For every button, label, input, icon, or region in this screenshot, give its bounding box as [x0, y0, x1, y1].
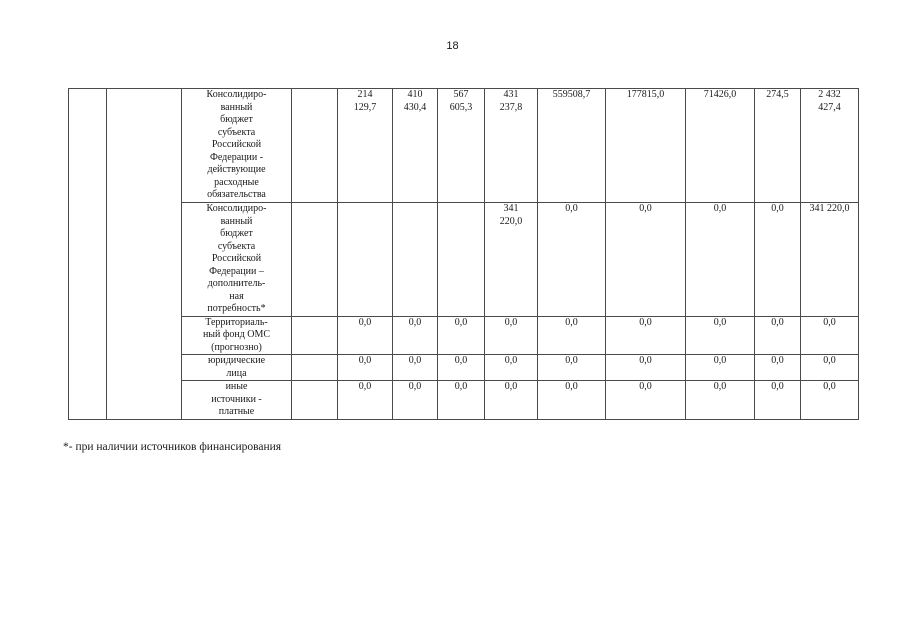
value-cell — [338, 89, 393, 203]
value-cell — [438, 203, 485, 317]
cell-value: 567 605,3 — [449, 89, 473, 113]
table-row — [69, 203, 859, 317]
funding-source-label: Консолидиро- ванный бюджет субъекта Российской Федерации – дополнитель- ная потребность* — [206, 203, 267, 314]
cell-value: 0,0 — [639, 316, 652, 328]
value-cell — [338, 381, 393, 420]
value-cell — [755, 316, 801, 355]
blank-cell — [292, 89, 338, 203]
cell-value: 0,0 — [504, 381, 518, 392]
cell-value: 0,0 — [565, 316, 578, 328]
value-cell — [485, 203, 538, 317]
value-cell — [686, 381, 755, 420]
value-cell — [755, 355, 801, 381]
cell-value: 0,0 — [565, 355, 578, 366]
financing-table — [68, 88, 859, 420]
cell-value: 0,0 — [454, 355, 468, 366]
cell-value: 0,0 — [565, 203, 578, 214]
value-cell — [393, 381, 438, 420]
value-cell — [393, 203, 438, 317]
cell-value: 0,0 — [358, 355, 372, 366]
cell-value: 0,0 — [639, 203, 652, 214]
page-number: 18 — [446, 40, 459, 52]
value-cell — [606, 89, 686, 203]
blank-cell — [292, 203, 338, 317]
value-cell — [606, 203, 686, 317]
value-cell — [538, 355, 606, 381]
blank-cell — [107, 89, 182, 420]
funding-source-cell — [182, 203, 292, 317]
cell-value: 0,0 — [504, 316, 518, 328]
table-row — [69, 89, 859, 203]
cell-value: 341 220,0 — [499, 203, 523, 227]
blank-cell — [292, 316, 338, 355]
cell-value: 410 430,4 — [403, 89, 427, 113]
blank-cell — [292, 381, 338, 420]
value-cell — [755, 203, 801, 317]
cell-value: 0,0 — [504, 355, 518, 366]
cell-value: 0,0 — [639, 381, 652, 392]
table-row — [69, 381, 859, 420]
cell-value: 559508,7 — [552, 89, 591, 100]
cell-value: 0,0 — [823, 316, 836, 328]
cell-value: 0,0 — [565, 381, 578, 392]
value-cell — [538, 203, 606, 317]
cell-value: 0,0 — [771, 355, 784, 366]
table-row — [69, 316, 859, 355]
cell-value: 0,0 — [454, 316, 468, 328]
value-cell — [686, 316, 755, 355]
value-cell — [686, 89, 755, 203]
value-cell — [606, 355, 686, 381]
value-cell — [485, 316, 538, 355]
value-cell — [801, 316, 859, 355]
value-cell — [393, 316, 438, 355]
funding-source-label: Консолидиро- ванный бюджет субъекта Российской Федерации - действующие расходные обязательства — [206, 89, 267, 200]
cell-value: 431 237,8 — [499, 89, 523, 113]
value-cell — [801, 381, 859, 420]
funding-source-cell — [182, 89, 292, 203]
value-cell — [801, 355, 859, 381]
blank-cell — [69, 89, 107, 420]
value-cell — [485, 89, 538, 203]
value-cell — [438, 381, 485, 420]
cell-value: 0,0 — [454, 381, 468, 392]
cell-value: 0,0 — [713, 203, 727, 214]
cell-value: 0,0 — [639, 355, 652, 366]
value-cell — [606, 381, 686, 420]
value-cell — [755, 89, 801, 203]
value-cell — [538, 381, 606, 420]
funding-source-label: иные источники - платные — [211, 381, 262, 417]
value-cell — [485, 381, 538, 420]
cell-value: 0,0 — [408, 316, 422, 328]
cell-value: 0,0 — [771, 203, 784, 214]
value-cell — [606, 316, 686, 355]
value-cell — [338, 316, 393, 355]
value-cell — [485, 355, 538, 381]
value-cell — [538, 89, 606, 203]
value-cell — [338, 355, 393, 381]
value-cell — [338, 203, 393, 317]
value-cell — [438, 89, 485, 203]
funding-source-cell — [182, 316, 292, 355]
cell-value: 2 432 427,4 — [818, 89, 841, 113]
cell-value: 0,0 — [713, 355, 727, 366]
cell-value: 71426,0 — [703, 89, 737, 100]
cell-value: 341 220,0 — [809, 203, 850, 214]
funding-source-label: Территориаль- ный фонд ОМС (прогнозно) — [202, 316, 271, 353]
cell-value: 274,5 — [766, 89, 789, 100]
cell-value: 177815,0 — [626, 89, 665, 100]
value-cell — [686, 203, 755, 317]
value-cell — [393, 355, 438, 381]
funding-source-label: юридические лица — [207, 355, 266, 379]
cell-value: 0,0 — [713, 381, 727, 392]
cell-value: 0,0 — [358, 381, 372, 392]
value-cell — [686, 355, 755, 381]
value-cell — [538, 316, 606, 355]
value-cell — [801, 203, 859, 317]
cell-value: 0,0 — [408, 381, 422, 392]
cell-value: 0,0 — [823, 355, 836, 366]
cell-value: 0,0 — [823, 381, 836, 392]
value-cell — [755, 381, 801, 420]
value-cell — [438, 355, 485, 381]
funding-source-cell — [182, 355, 292, 381]
value-cell — [438, 316, 485, 355]
cell-value: 0,0 — [713, 316, 727, 328]
value-cell — [801, 89, 859, 203]
table-row — [69, 355, 859, 381]
cell-value: 0,0 — [358, 316, 372, 328]
cell-value: 0,0 — [771, 316, 784, 328]
cell-value: 214 129,7 — [353, 89, 377, 113]
cell-value: 0,0 — [771, 381, 784, 392]
funding-source-cell — [182, 381, 292, 420]
cell-value: 0,0 — [408, 355, 422, 366]
value-cell — [393, 89, 438, 203]
blank-cell — [292, 355, 338, 381]
footnote: *- при наличии источников финансирования — [63, 441, 282, 453]
